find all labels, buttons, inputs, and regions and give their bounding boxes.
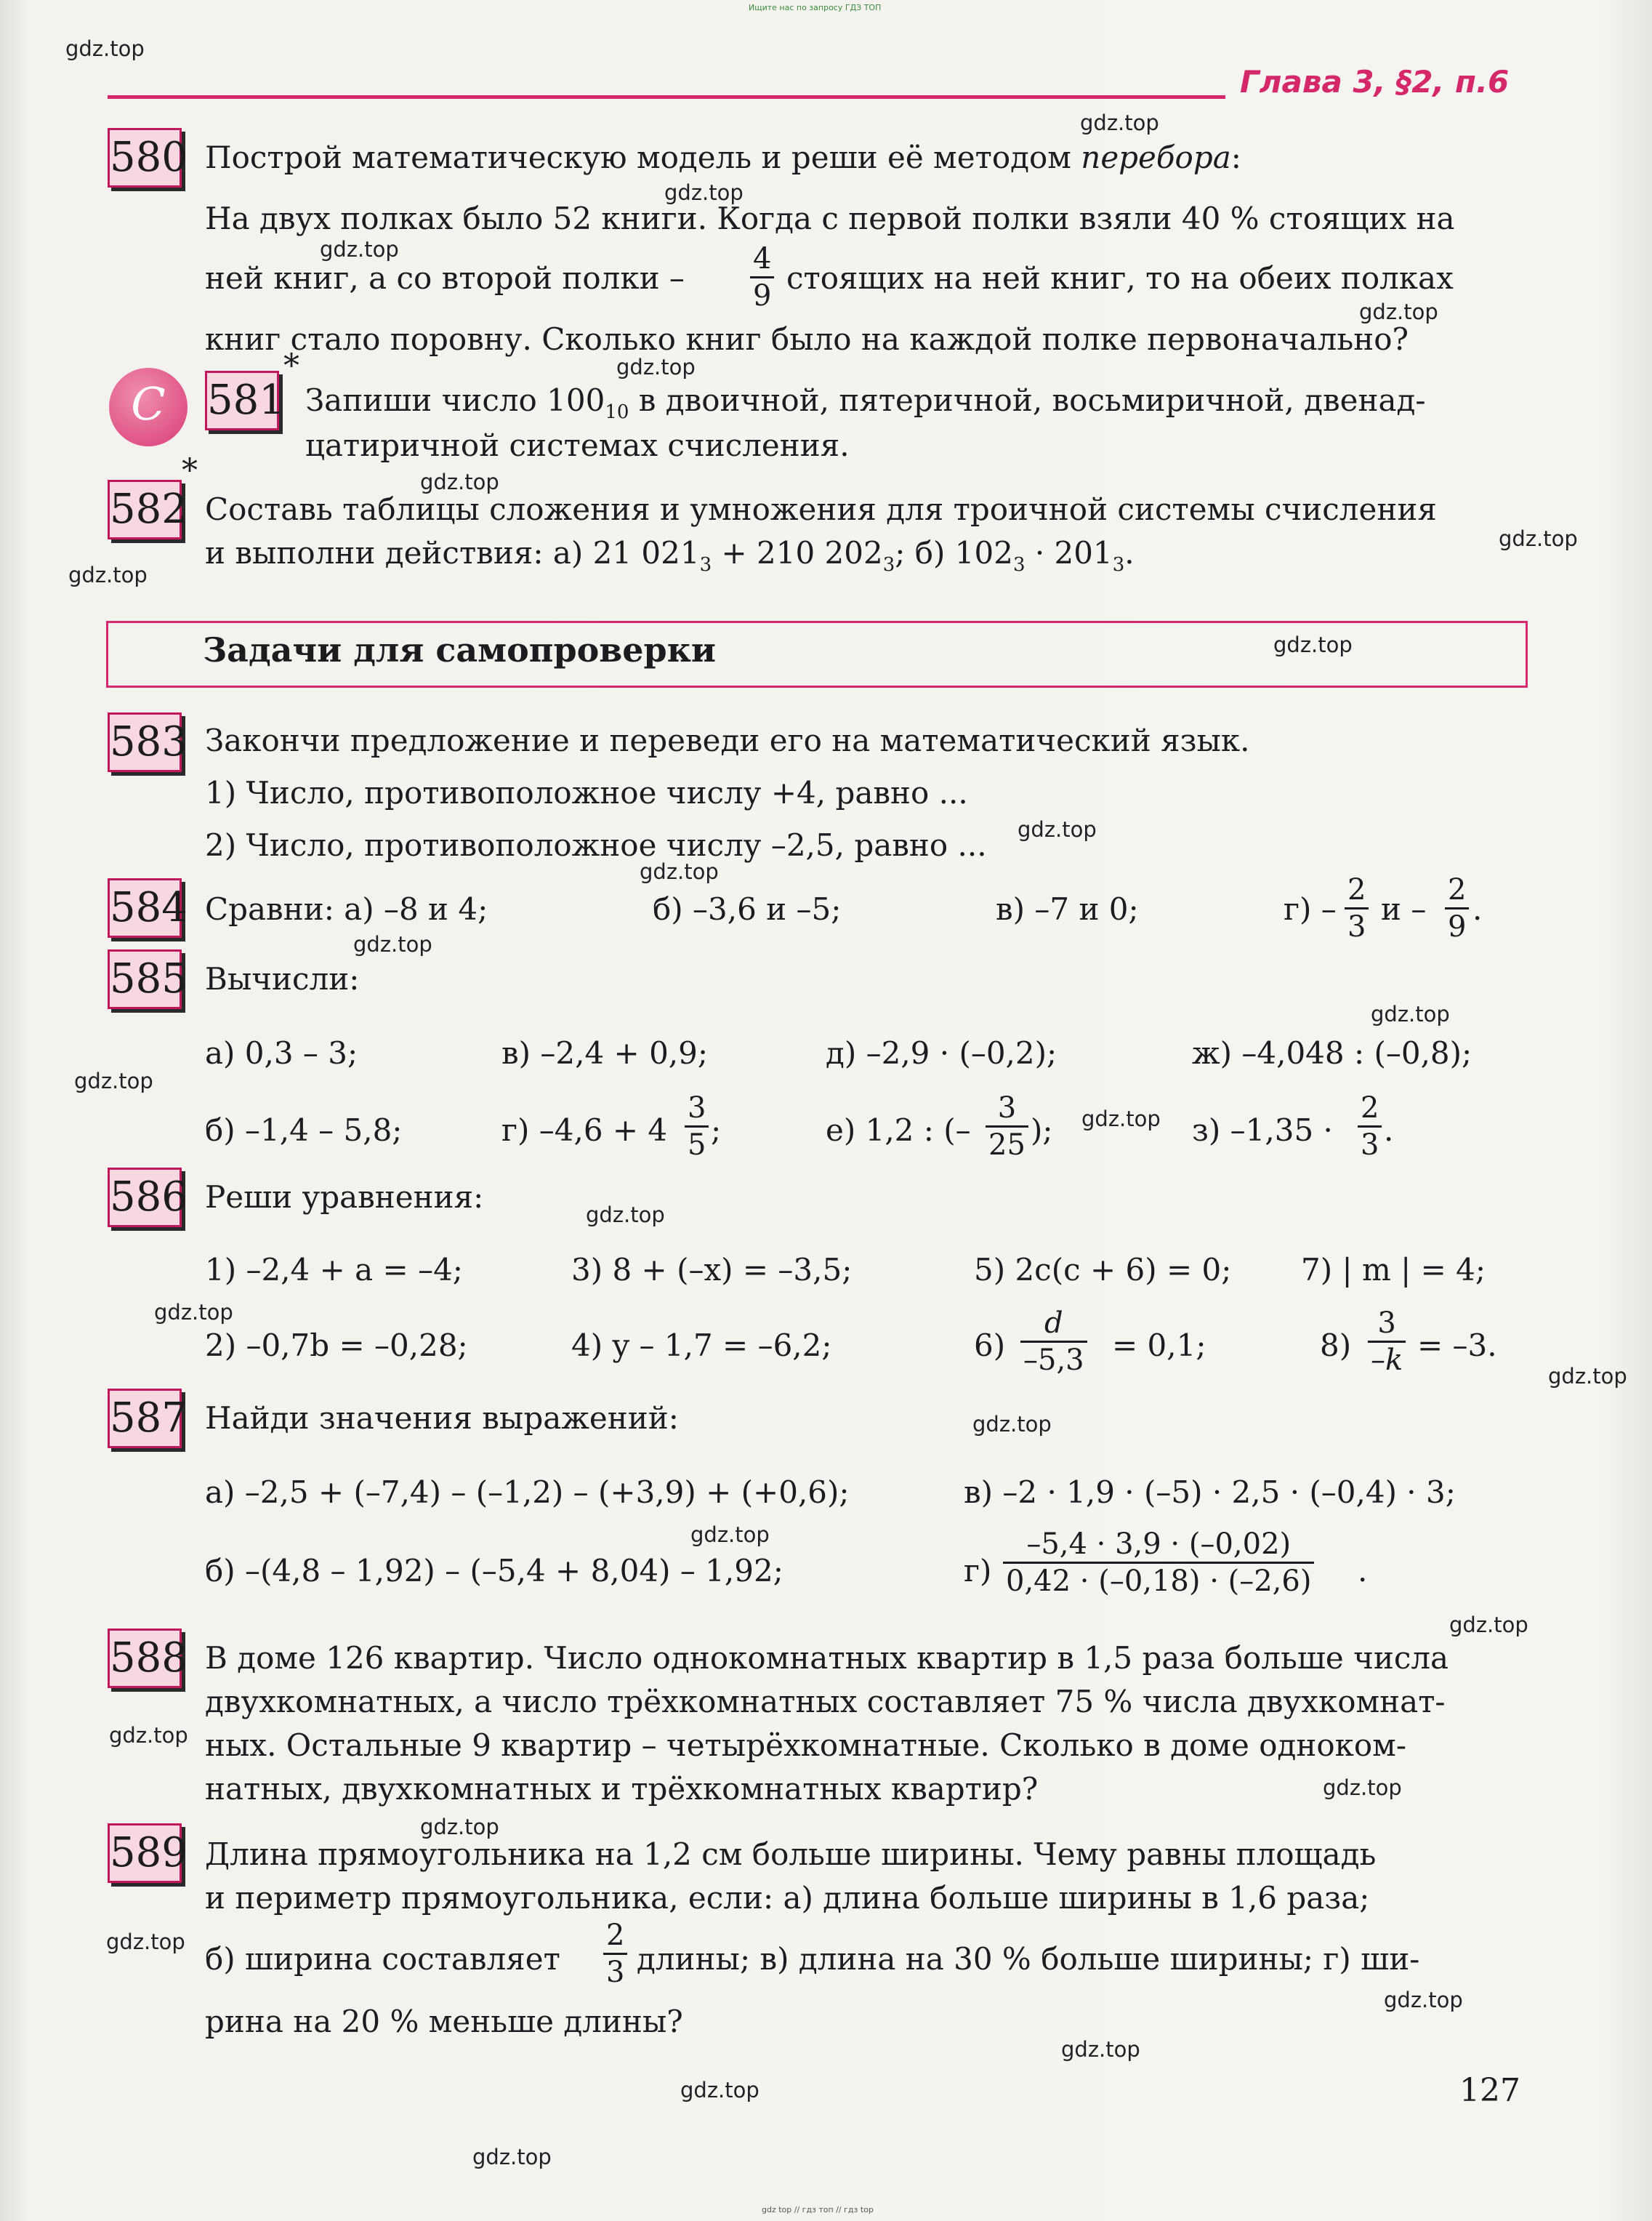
p586-e5: 5) 2c(c + 6) = 0; [974, 1252, 1232, 1288]
p587-g: г) [964, 1553, 992, 1589]
watermark: gdz.top [1384, 1988, 1463, 2012]
p586-e6a: 6) [974, 1328, 1006, 1363]
p582-star: * [182, 452, 198, 489]
p588-line1: В доме 126 квартир. Число однокомнатных квартир в 1,5 раза больше числа [205, 1640, 1449, 1676]
p585-z1: з) –1,35 · [1192, 1112, 1333, 1148]
problem-number-580: 580 [108, 128, 182, 188]
p589-line3a: б) ширина составляет [205, 1941, 560, 1977]
p588-line4: натных, двухкомнатных и трёхкомнатных квартир? [205, 1771, 1039, 1807]
watermark: gdz.top [972, 1412, 1052, 1437]
p584-d1: г) – [1284, 891, 1337, 927]
watermark: gdz.top [1061, 2037, 1140, 2062]
problem-number-582: 582 [108, 480, 182, 539]
p585-e2: ); [1031, 1112, 1053, 1148]
p584-b: б) –3,6 и –5; [653, 891, 842, 927]
p580-line3a: ней книг, а со второй полки – [205, 260, 685, 296]
p582-line1: Составь таблицы сложения и умножения для троичной системы счисления [205, 491, 1437, 527]
p585-z-frac: 2 3 [1358, 1093, 1382, 1160]
watermark: gdz.top [586, 1202, 665, 1227]
p586-e8b: = –3. [1417, 1328, 1497, 1363]
p585-d: д) –2,9 · (–0,2); [826, 1035, 1057, 1071]
watermark: gdz.top [1080, 111, 1159, 135]
p587-a: а) –2,5 + (–7,4) – (–1,2) – (+3,9) + (+0,6); [205, 1474, 850, 1510]
chapter-heading: Глава 3, §2, п.6 [1240, 64, 1510, 100]
p585-zh: ж) –4,048 : (–0,8); [1192, 1035, 1472, 1071]
section-title: Задачи для самопроверки [203, 630, 717, 670]
problem-number-589: 589 [108, 1823, 182, 1883]
problem-number-584: 584 [108, 878, 182, 938]
p585-e-frac: 3 25 [986, 1093, 1028, 1160]
p585-v: в) –2,4 + 0,9; [501, 1035, 709, 1071]
p581-star: * [283, 348, 299, 385]
p580-line2: На двух полках было 52 книги. Когда с первой полки взяли 40 % стоящих на [205, 201, 1455, 236]
watermark: gdz.top [1548, 1364, 1627, 1389]
watermark: gdz.top [1499, 526, 1578, 551]
p584-d3: . [1472, 891, 1483, 927]
watermark: gdz.top [154, 1300, 233, 1325]
watermark: gdz.top [1018, 817, 1097, 842]
p583-line1: Закончи предложение и переведи его на математический язык. [205, 723, 1250, 758]
p581-line2: цатиричной системах счисления. [305, 427, 850, 463]
header-rule [108, 95, 1225, 99]
p587-g-frac: –5,4 · 3,9 · (–0,02) 0,42 · (–0,18) · (–2,6) [1003, 1530, 1314, 1596]
watermark: gdz.top [690, 1522, 770, 1547]
watermark: gdz.top [320, 237, 399, 262]
watermark: gdz.top [65, 36, 145, 61]
p587-g-end: . [1358, 1553, 1368, 1589]
p580-line4: книг стало поровну. Сколько книг было на каждой полке первоначально? [205, 321, 1409, 357]
p586-e6-frac: d –5,3 [1020, 1309, 1087, 1375]
p589-fraction: 2 3 [603, 1921, 627, 1987]
p583-line3: 2) Число, противоположное числу –2,5, равно ... [205, 827, 987, 863]
problem-number-587: 587 [108, 1389, 182, 1448]
watermark: gdz.top [420, 470, 499, 494]
p586-e8-frac: 3 –k [1368, 1309, 1406, 1375]
p586-e8a: 8) [1320, 1328, 1352, 1363]
watermark: gdz.top [1273, 632, 1353, 657]
p585-b: б) –1,4 – 5,8; [205, 1112, 403, 1148]
bottom-note: gdz top // гдз топ // гдз top [762, 2205, 874, 2214]
watermark: gdz.top [1371, 1002, 1450, 1027]
p586-e6b: = 0,1; [1112, 1328, 1206, 1363]
p580-line3b: стоящих на ней книг, то на обеих полках [786, 260, 1454, 296]
top-note: Ищите нас по запросу ГДЗ ТОП [749, 3, 882, 12]
p584-d2: и – [1381, 891, 1427, 927]
problem-number-586: 586 [108, 1168, 182, 1227]
p585-title: Вычисли: [205, 961, 360, 997]
p589-line3b: длины; в) длина на 30 % больше ширины; г) ши- [637, 1941, 1420, 1977]
p585-z2: . [1384, 1112, 1394, 1148]
p584-a: Сравни: а) –8 и 4; [205, 891, 488, 927]
p580-line1: Построй математическую модель и реши её методом перебора: [205, 140, 1241, 175]
p587-title: Найди значения выражений: [205, 1400, 679, 1436]
p588-line2: двухкомнатных, а число трёхкомнатных составляет 75 % числа двухкомнат- [205, 1684, 1446, 1719]
p588-line3: ных. Остальные 9 квартир – четырёхкомнатные. Сколько в доме одноком- [205, 1727, 1407, 1763]
p585-g1: г) –4,6 + 4 [501, 1112, 668, 1148]
p584-frac1: 2 3 [1345, 875, 1369, 941]
watermark: gdz.top [353, 932, 432, 957]
p581-line1: Запиши число $100_{10}$ в двоичной, пятеричной, восьмиричной, двенад- [305, 382, 1426, 423]
p586-e4: 4) y – 1,7 = –6,2; [571, 1328, 832, 1363]
watermark: gdz.top [1323, 1775, 1402, 1800]
p580-fraction: 4 9 [750, 244, 774, 310]
p587-v: в) –2 · 1,9 · (–5) · 2,5 · (–0,4) · 3; [964, 1474, 1456, 1510]
p585-g-frac: 3 5 [685, 1093, 709, 1160]
c-level-badge: С [109, 368, 188, 446]
watermark: gdz.top [680, 2078, 759, 2102]
watermark: gdz.top [472, 2145, 552, 2169]
watermark: gdz.top [1359, 300, 1438, 324]
p586-title: Реши уравнения: [205, 1179, 484, 1215]
p585-e1: е) 1,2 : (– [826, 1112, 971, 1148]
watermark: gdz.top [664, 180, 744, 205]
p582-line2: и выполни действия: а) 21 $021_3 + 210$ $202_3$; б) $102_3 \cdot 201_3$. [205, 535, 1135, 576]
watermark: gdz.top [1449, 1612, 1528, 1637]
p589-line1: Длина прямоугольника на 1,2 см больше ширины. Чему равны площадь [205, 1836, 1377, 1872]
p586-e3: 3) 8 + (–x) = –3,5; [571, 1252, 853, 1288]
watermark: gdz.top [1081, 1107, 1161, 1131]
page-number: 127 [1459, 2072, 1520, 2109]
watermark: gdz.top [106, 1929, 185, 1954]
p589-line2: и периметр прямоугольника, если: а) длина больше ширины в 1,6 раза; [205, 1880, 1370, 1916]
p584-frac2: 2 9 [1445, 875, 1469, 941]
p583-line2: 1) Число, противоположное числу +4, равно ... [205, 775, 968, 811]
watermark: gdz.top [74, 1069, 153, 1093]
p585-a: а) 0,3 – 3; [205, 1035, 358, 1071]
problem-number-585: 585 [108, 949, 182, 1009]
watermark: gdz.top [109, 1723, 188, 1748]
watermark: gdz.top [420, 1815, 499, 1839]
p586-e1: 1) –2,4 + a = –4; [205, 1252, 463, 1288]
p585-g2: ; [711, 1112, 722, 1148]
watermark: gdz.top [68, 563, 148, 587]
p587-b: б) –(4,8 – 1,92) – (–5,4 + 8,04) – 1,92; [205, 1553, 783, 1589]
problem-number-581: 581 [205, 371, 279, 430]
problem-number-588: 588 [108, 1628, 182, 1688]
p586-e2: 2) –0,7b = –0,28; [205, 1328, 468, 1363]
watermark: gdz.top [616, 355, 696, 379]
watermark: gdz.top [640, 859, 719, 884]
p589-line4: рина на 20 % меньше длины? [205, 2004, 683, 2039]
p586-e7: 7) | m | = 4; [1301, 1252, 1486, 1288]
problem-number-583: 583 [108, 712, 182, 772]
p584-c: в) –7 и 0; [996, 891, 1139, 927]
